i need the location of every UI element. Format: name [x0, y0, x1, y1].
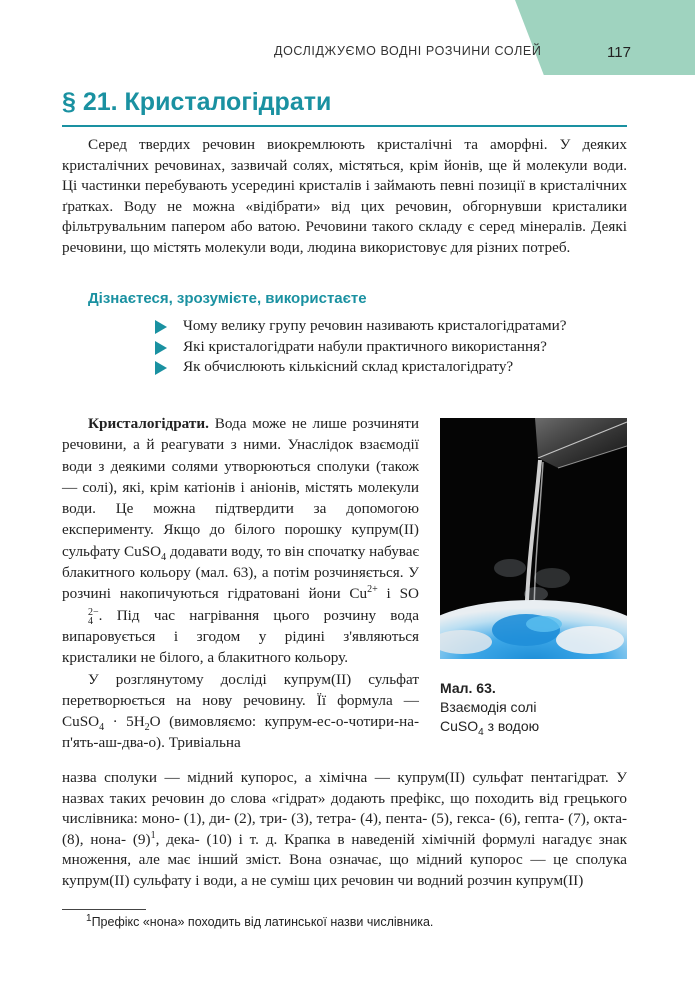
footnote-divider — [62, 909, 146, 910]
triangle-bullet-icon — [155, 320, 167, 334]
subscript: 4 — [478, 726, 484, 738]
title-underline — [62, 125, 627, 127]
subscript: 4 — [161, 551, 167, 563]
list-item — [155, 337, 630, 358]
caption-formula: CuSO — [440, 718, 479, 734]
superscript: 2+ — [367, 584, 378, 596]
question-text: Як обчислюють кількісний склад кристалогідрату? — [183, 358, 514, 376]
paragraph-experiment — [62, 669, 419, 754]
subscript: 4 — [99, 722, 105, 734]
text-run: O (вимовляємо: купрум-ес-о-чотири-на-п'ять-аш-два-о). Тривіальна — [62, 713, 419, 752]
question-list — [155, 316, 630, 378]
water-on-copper-sulfate-illustration — [440, 418, 627, 659]
figure-caption — [440, 679, 539, 736]
text-run: і SO — [377, 585, 419, 603]
footnote — [86, 912, 434, 929]
text-run: У розглянутому досліді купрум(ІІ) сульфат перетворюється на нову речовину. Її формула — CuSO — [62, 670, 419, 731]
corner-tab — [515, 0, 695, 75]
lead-term: Кристалогідрати. — [88, 415, 209, 432]
paragraph-hydrate-naming — [62, 768, 627, 892]
list-item — [155, 316, 630, 337]
footnote-marker: 1 — [150, 829, 156, 841]
footnote-text: Префікс «нона» походить від латинської назви числівника. — [91, 915, 434, 929]
text-run: додавати воду, то він спочатку набуває блакитного кольору (мал. 63), а потім розчиняється. У розчині накопичуються гідратовані йони Cu — [62, 542, 420, 603]
text-run: · 5H — [104, 713, 145, 731]
ion-charge — [62, 608, 99, 626]
running-header: ДОСЛІДЖУЄМО ВОДНІ РОЗЧИНИ СОЛЕЙ — [274, 44, 542, 58]
question-text: Які кристалогідрати набули практичного використання? — [183, 337, 547, 355]
question-text: Чому велику групу речовин називають кристалогідратами? — [183, 317, 567, 334]
superscript: 2− — [88, 606, 99, 618]
subscript: 4 — [88, 615, 93, 627]
text-run: . Під час нагрівання цього розчину вода випаровується і згодом у рідині з'являються кристалики не білого, а блакитного кольору. — [62, 606, 419, 667]
intro-paragraph: Серед твердих речовин виокремлюють кристалічні та аморфні. У деяких кристалічних речовинах, зазвичай солях, містяться, крім йонів, ще й молекули води. Ці частинки перебувають усередині кристалів і займають певні позиції в кристалічних ґратках. Воду не можна «відібрати» від цих речовин, обгорнувши кристалики фільтрувальним папером або ватою. Речовини такого складу є серед мінералів. Деякі речовини, що містять молекули води, людина використовує для різних потреб. — [62, 136, 627, 256]
section-title: § 21. Кристалогідрати — [62, 88, 332, 116]
caption-rest: з водою — [483, 718, 540, 734]
triangle-bullet-icon — [155, 341, 167, 355]
text-run: назва сполуки — мідний купорос, а хімічна — купрум(ІІ) сульфат пентагідрат. У назвах таких речовин до слова «гідрат» додають префікс, що походить від грецького числівника: моно- (1), ди- (2), три- (3), тетра- (4), пента- (5), гекса- (6), гепта- (7), окта- (8), нона- (9) — [62, 769, 627, 848]
list-item — [155, 357, 630, 378]
text-run: Вода може не лише розчиняти речовини, а й реагувати з ними. Унаслідок взаємодії води з деякими солями утворюються сполуки (також — солі), які, крім катіонів і аніонів, містять молекули води. Це можна підтвердити за допомогою експерименту. Якщо до білого порошку купрум(ІІ) сульфату CuSO — [62, 415, 419, 560]
figure-photo — [440, 418, 627, 659]
caption-line: Взаємодія солі — [440, 699, 537, 715]
paragraph-crystalhydrates — [62, 413, 419, 669]
body-column — [62, 413, 419, 754]
subscript: 2 — [144, 722, 150, 734]
figure-label: Мал. 63. — [440, 680, 496, 696]
learn-heading: Дізнаєтеся, зрозумієте, використаєте — [88, 290, 367, 307]
triangle-bullet-icon — [155, 361, 167, 375]
footnote-number: 1 — [86, 912, 92, 924]
text-run: , дека- (10) і т. д. Крапка в наведеній хімічній формулі нагадує знак множення, але має інший зміст. Вона означає, що мідний купорос — це сполука купрум(ІІ) сульфату і води, а не суміш цих речовин чи водний розчин купрум(ІІ) — [62, 830, 627, 889]
page-number: 117 — [607, 44, 631, 61]
